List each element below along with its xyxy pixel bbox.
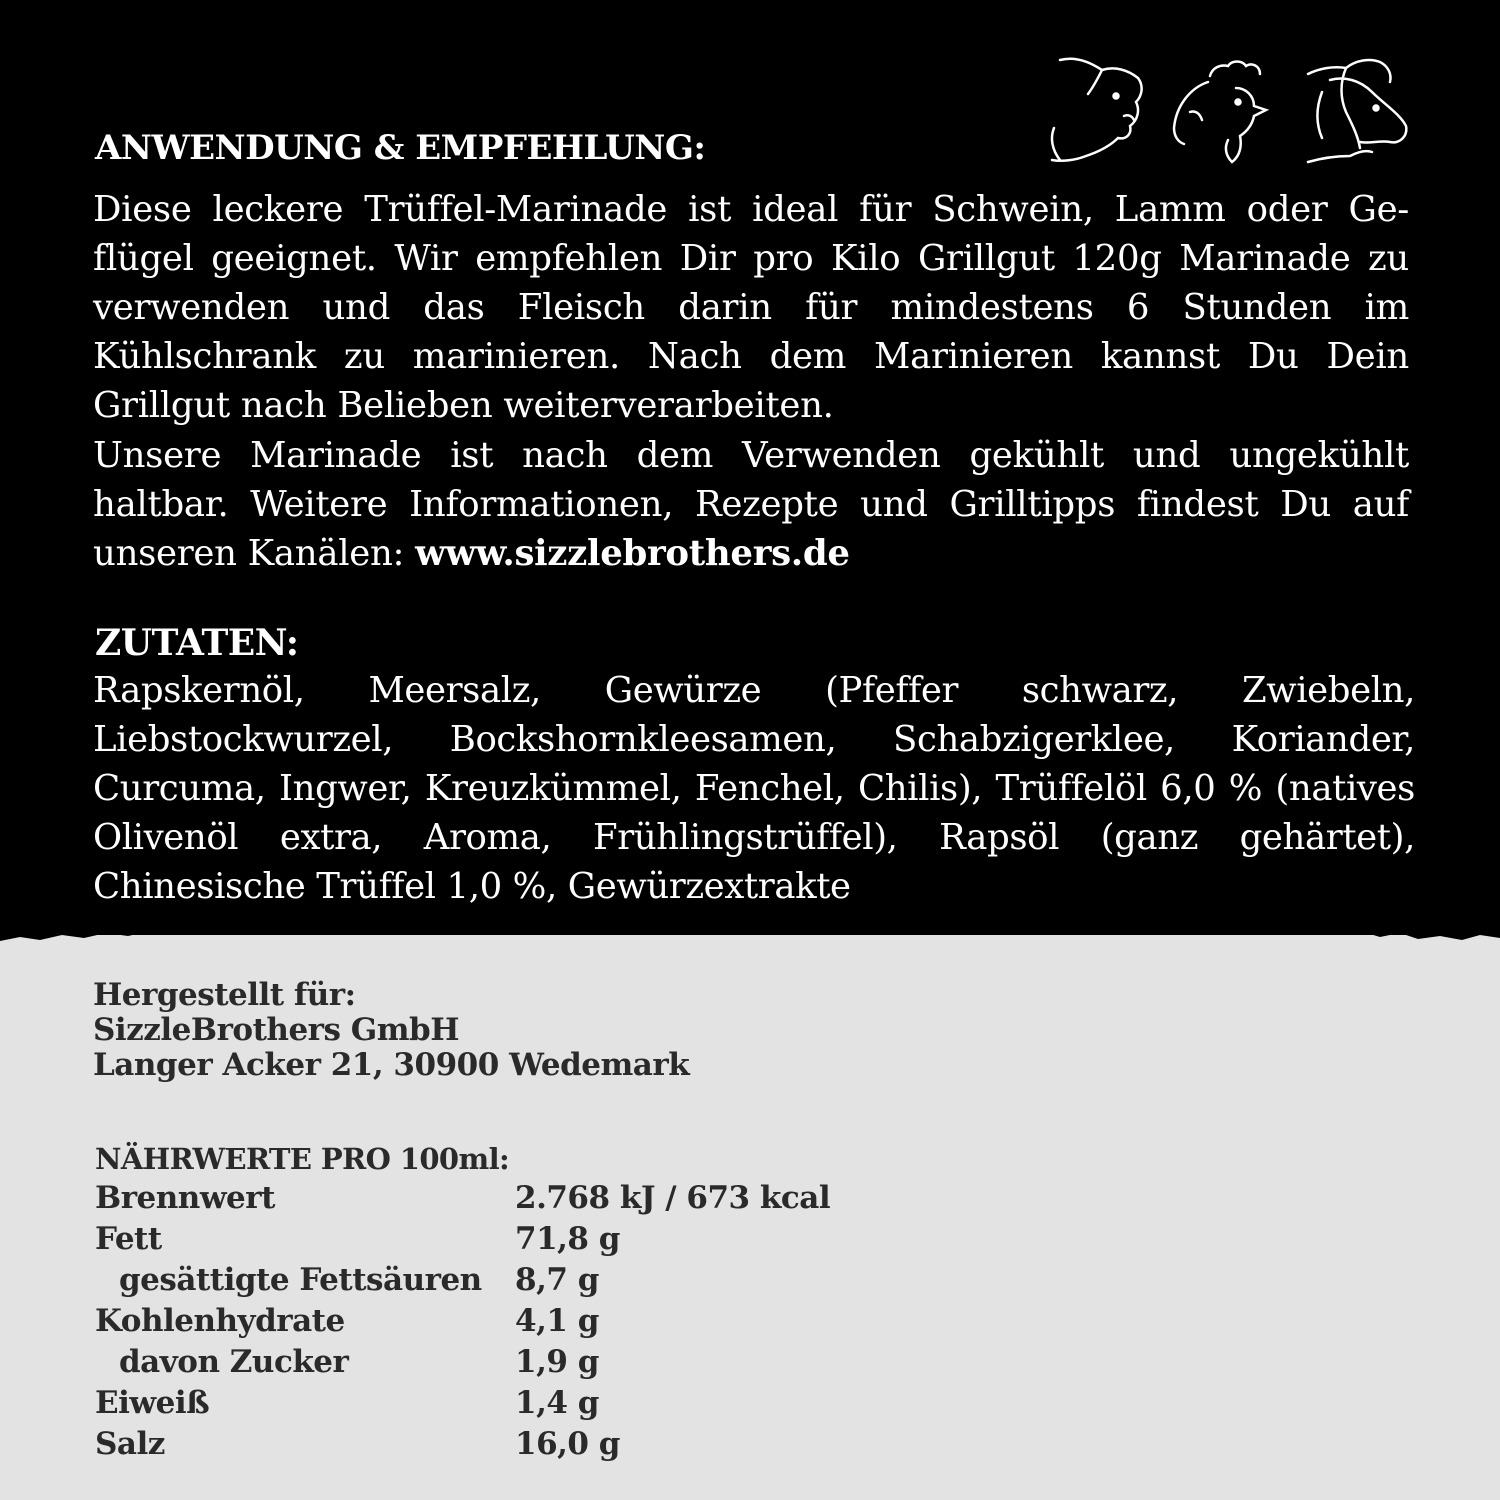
ingredients-text: Rapskernöl, Meersalz, Gewürze (Pfeffer schwarz, Zwiebeln, Liebstockwurzel, Bockshornkleesamen, Schabzigerklee, Koriander, Curcuma, Ingwer, Kreuzkümmel, Fenchel, Chilis), Trüffelöl 6,0 % (natives Olivenöl extra, Aroma, Frühlingstrüffel), Rapsöl (ganz gehärtet), Chinesische Trüffel 1,0 %, Gewürzextrakte	[93, 670, 1415, 907]
usage-paragraph: Diese leckere Trüffel-Marinade ist ideal für Schwein, Lamm oder Ge-flügel geeignet. Wir empfehlen Dir pro Kilo Grillgut 120g Marinade zu verwenden und das Fleisch darin für mindestens 6 Stunden im Kühlschrank zu marinieren. Nach dem Marinieren kannst Du Dein Grillgut nach Belieben weiterverarbeiten.	[93, 189, 1409, 426]
storage-paragraph	[93, 431, 1409, 578]
nutrition-label: Fett	[95, 1221, 162, 1257]
nutrition-label: Kohlenhydrate	[95, 1303, 345, 1339]
ingredients-heading: ZUTATEN:	[95, 622, 299, 664]
usage-heading: ANWENDUNG & EMPFEHLUNG:	[95, 128, 706, 168]
manufacturer-block	[93, 978, 689, 1083]
nutrition-label: Brennwert	[95, 1180, 275, 1216]
nutrition-value: 1,4 g	[515, 1385, 599, 1421]
chicken-icon	[1174, 62, 1266, 163]
website-link[interactable]: www.sizzlebrothers.de	[415, 533, 850, 574]
nutrition-label: gesättigte Fettsäuren	[119, 1262, 482, 1298]
nutrition-label: Salz	[95, 1426, 165, 1462]
nutrition-value: 2.768 kJ / 673 kcal	[515, 1180, 831, 1216]
nutrition-value: 8,7 g	[515, 1262, 599, 1298]
animal-icons	[1040, 52, 1420, 174]
sheep-icon	[1308, 60, 1406, 162]
nutrition-label: davon Zucker	[119, 1344, 349, 1380]
nutrition-value: 16,0 g	[515, 1426, 620, 1462]
storage-text: Unsere Marinade ist nach dem Verwenden gekühlt und ungekühlt haltbar. Weitere Informationen, Rezepte und Grilltipps findest Du auf unseren Kanälen:	[93, 435, 1409, 574]
pig-icon	[1052, 59, 1142, 161]
nutrition-value: 4,1 g	[515, 1303, 599, 1339]
nutrition-value: 1,9 g	[515, 1344, 599, 1380]
nutrition-title: NÄHRWERTE PRO 100ml:	[95, 1142, 510, 1176]
nutrition-label: Eiweiß	[95, 1385, 210, 1421]
manufacturer-company: SizzleBrothers GmbH	[93, 1012, 459, 1048]
manufacturer-address: Langer Acker 21, 30900 Wedemark	[93, 1047, 690, 1083]
nutrition-value: 71,8 g	[515, 1221, 620, 1257]
manufacturer-label: Hergestellt für:	[93, 977, 356, 1013]
